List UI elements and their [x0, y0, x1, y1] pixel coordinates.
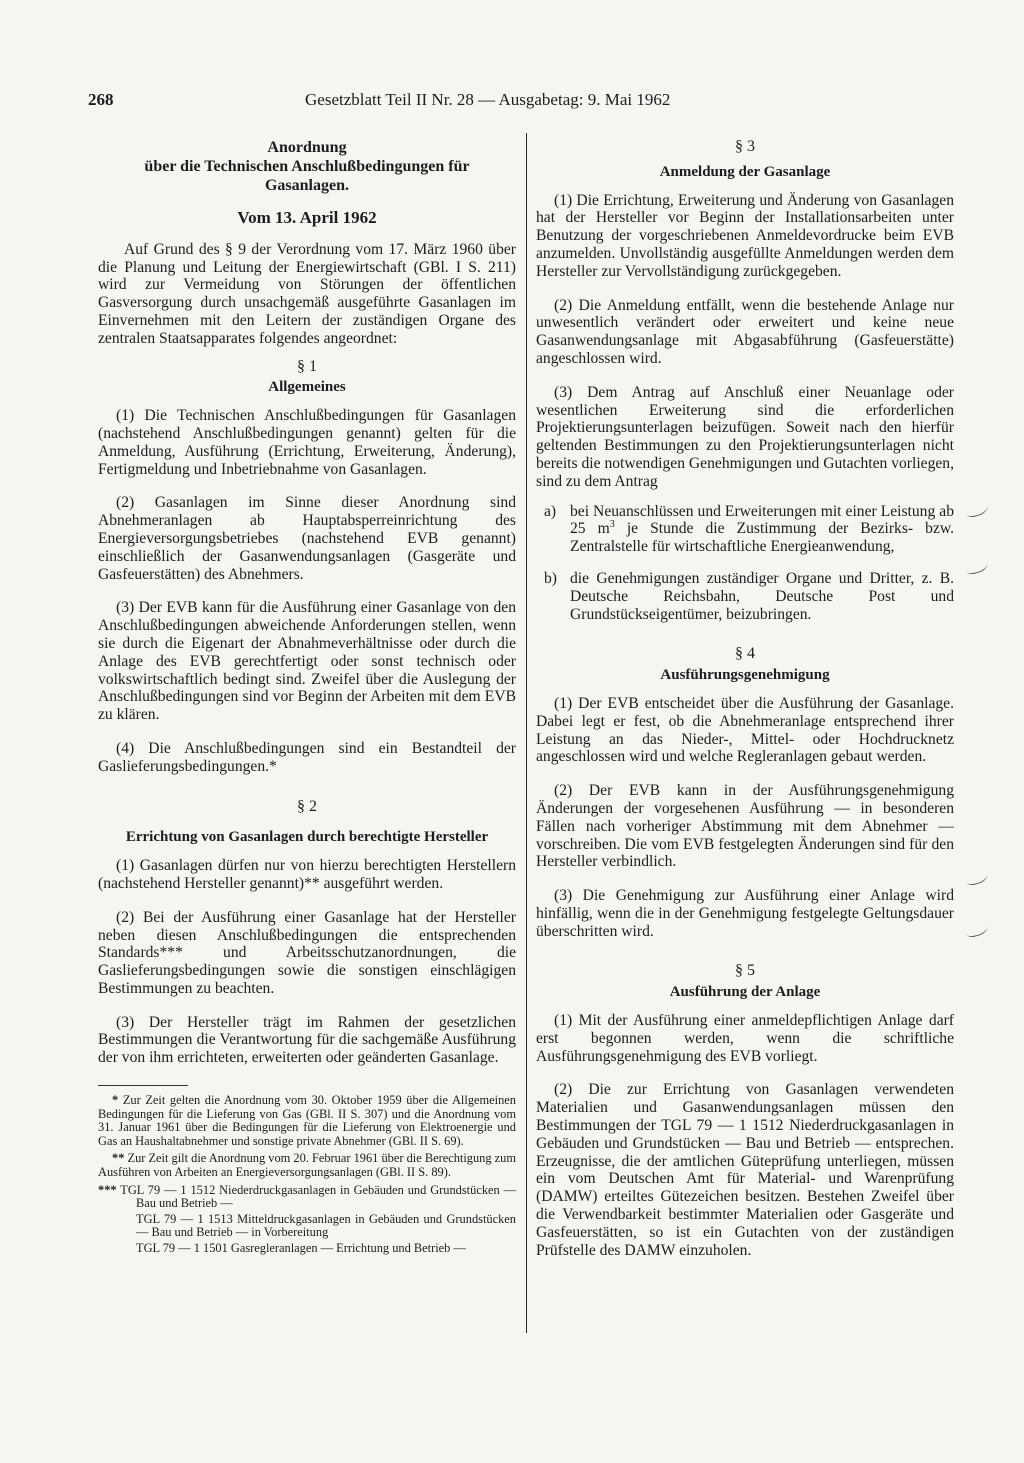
section-2-para-2: (2) Bei der Ausführung einer Gasanlage hat der Hersteller neben diesen Anschlußbedingungen die entsprechenden Standards*** und Arbeitsschutzanordnungen, die Gaslieferungsbedingungen sowie die sonstigen einschlägigen Bestimmungen zu beachten. [98, 908, 516, 997]
section-3-para-2: (2) Die Anmeldung entfällt, wenn die bestehende Anlage nur unwesentlich verändert oder erweitert und keine neue Gasanwendungsanlage mit Abgasabführung (Gasfeuerstätte) angeschlossen wird. [536, 296, 954, 367]
margin-mark-3 [965, 870, 989, 886]
footnote-3-marker: *** [98, 1182, 117, 1197]
decree-title-line-2: über die Technischen Anschlußbedingungen für [144, 158, 470, 175]
page-header [88, 90, 768, 116]
section-3-item-b [544, 570, 954, 623]
section-2-number: § 2 [297, 797, 317, 815]
preamble: Auf Grund des § 9 der Verordnung vom 17. März 1960 über die Planung und Leitung der Energiewirtschaft (GBl. I S. 211) wird zur Vermeidung von Störungen der öffentlichen Gasversorgung durch unsachgemäß ausgeführte Gasanlagen im Einvernehmen mit den Leitern der zuständigen Organe des zentralen Staatsapparates folgendes angeordnet: [98, 240, 516, 347]
section-2-para-1: (1) Gasanlagen dürfen nur von hierzu berechtigten Herstellern (nachstehend Hersteller genannt)** ausgeführt werden. [98, 857, 516, 892]
section-5-para-1: (1) Mit der Ausführung einer anmeldepflichtigen Anlage darf erst begonnen werden, wenn die schriftliche Ausführungsgenehmigung des EVB vorliegt. [536, 1012, 954, 1065]
section-4-title: Ausführungsgenehmigung [660, 667, 830, 684]
section-1-para-3: (3) Der EVB kann für die Ausführung einer Gasanlage von den Anschlußbedingungen abweichende Anforderungen stellen, wenn sie durch die Eigenart der Abnahmeverhältnisse oder durch die Anlage des EVB gerechtfertigt oder sonst technisch oder volkswirtschaftlich bedingt sind. Zweifel über die Auslegung der Anschlußbedingungen sind vor Beginn der Arbeiten mit dem EVB zu klären. [98, 599, 516, 724]
footnote-2-text: Zur Zeit gilt die Anordnung vom 20. Februar 1961 über die Berechtigung zum Ausführen von Arbeiten an Energieversorgungsanlagen (GBl. II S. 89). [98, 1151, 517, 1180]
section-3-number: § 3 [735, 138, 755, 155]
column-divider [526, 133, 527, 1333]
page-number: 268 [88, 90, 114, 109]
section-4-para-3: (3) Die Genehmigung zur Ausführung einer Anlage wird hinfällig, wenn die in der Genehmigung festgelegte Geltungsdauer überschritten wird. [536, 887, 954, 940]
footnote-2-marker: ** [112, 1151, 125, 1166]
decree-title-line-3: Gasanlagen. [264, 177, 349, 194]
margin-mark-4 [965, 922, 989, 938]
section-4-para-1: (1) Der EVB entscheidet über die Ausführung der Gasanlage. Dabei legt er fest, ob die Abnehmeranlage entsprechend ihrer Leistung an das Nieder-, Mittel- oder Hochdrucknetz angeschlossen wird und welche Regleranlagen gebaut werden. [536, 694, 954, 766]
footnote-3-a [98, 1182, 516, 1211]
section-3-item-b-label: b) [544, 569, 557, 587]
footnote-3-a-text: TGL 79 — 1 1512 Niederdruckgasanlagen in Gebäuden und Grundstücken — Bau und Betrieb — [120, 1182, 516, 1211]
footnote-separator [98, 1085, 188, 1086]
right-column [536, 138, 954, 1275]
decree-title-line-1: Anordnung [267, 139, 347, 156]
footnote-3-b: TGL 79 — 1 1513 Mitteldruckgasanlagen in Gebäuden und Grundstücken — Bau und Betrieb — in Vorbereitung [136, 1211, 516, 1240]
section-2-para-3: (3) Der Hersteller trägt im Rahmen der gesetzlichen Bestimmungen die Verantwortung für die sachgemäße Ausführung der von ihm errichteten, erweiterten oder geänderten Gasanlage. [98, 1013, 516, 1067]
left-column [98, 138, 516, 1258]
section-3-title: Anmeldung der Gasanlage [659, 163, 831, 180]
section-3-item-b-text: die Genehmigungen zuständiger Organe und Dritter, z. B. Deutsche Reichsbahn, Deutsche Post und Grundstückseigentümer, beizubringen. [570, 569, 954, 623]
section-3-item-a-text: bei Neuanschlüssen und Erweiterungen mit einer Leistung ab 25 $m^3$ je Stunde die Zustimmung der Bezirks- bzw. Zentralstelle für wirtschaftliche Energieanwendung, [570, 502, 955, 556]
section-5-title: Ausführung der Anlage [669, 984, 821, 1001]
footnote-1 [98, 1094, 516, 1148]
margin-mark-1 [965, 502, 989, 518]
header-title: Gesetzblatt Teil II Nr. 28 — Ausgabetag: 9. Mai 1962 [305, 90, 671, 109]
section-4-number: § 4 [735, 645, 755, 663]
section-5-number: § 5 [735, 962, 755, 980]
footnote-1-marker: * [112, 1093, 119, 1108]
section-1-para-4: (4) Die Anschlußbedingungen sind ein Bestandteil der Gaslieferungsbedingungen.* [98, 739, 516, 775]
section-3-para-3: (3) Dem Antrag auf Anschluß einer Neuanlage oder wesentlichen Erweiterung sind die erforderlichen Projektierungsunterlagen beizufügen. Soweit nach den hierfür geltenden Bestimmungen zu den Projektierungsunterlagen nicht bereits die notwendigen Genehmigungen und Gutachten vorliegen, sind zu dem Antrag [536, 383, 954, 490]
decree-date: Vom 13. April 1962 [237, 208, 377, 227]
section-3-para-1: (1) Die Errichtung, Erweiterung und Änderung von Gasanlagen hat der Hersteller vor Beginn der Installationsarbeiten unter Benutzung der vorgeschriebenen Anmeldevordrucke beim EVB anzumelden. Unvollständig ausgefüllte Anmeldungen werden dem Hersteller zur Vervollständigung zurückgegeben. [536, 191, 954, 280]
section-3-item-a [544, 503, 954, 556]
section-2-title: Errichtung von Gasanlagen durch berechtigte Hersteller [125, 829, 489, 846]
section-5-para-2: (2) Die zur Errichtung von Gasanlagen verwendeten Materialien und Gasanwendungsanlagen müssen den Bestimmungen der TGL 79 — 1 1512 Niederdruckgasanlagen in Gebäuden und Grundstücken — Bau und Betrieb — entsprechen. Erzeugnisse, die der amtlichen Güteprüfung unterliegen, müssen ein vom Deutschen Amt für Material- und Warenprüfung (DAMW) erteiltes Gütezeichen besitzen. Bestehen Zweifel über die Verwendbarkeit bestimmter Materialien oder Gasgeräte und Gasfeuerstätten, so ist ein Gutachten von der zuständigen Prüfstelle des DAMW einzuholen. [536, 1081, 954, 1259]
footnote-1-text: Zur Zeit gelten die Anordnung vom 30. Oktober 1959 über die Allgemeinen Bedingungen für die Lieferung von Gas (GBl. II S. 307) und die Anordnung vom 31. Januar 1961 über die Bedingungen für die Lieferung von Elektroenergie und Gas an Haushaltabnehmer und sonstige private Abnehmer (GBl. II S. 69). [98, 1093, 516, 1148]
section-3-item-a-label: a) [544, 502, 557, 520]
section-1-para-1: (1) Die Technischen Anschlußbedingungen für Gasanlagen (nachstehend Anschlußbedingungen genannt) gelten für die Anmeldung, Ausführung (Errichtung, Erweiterung, Änderung), Fertigmeldung und Inbetriebnahme von Gasanlagen. [98, 407, 516, 478]
footnote-3-c: TGL 79 — 1 1501 Gasregleranlagen — Errichtung und Betrieb — [136, 1241, 466, 1256]
section-1-para-2: (2) Gasanlagen im Sinne dieser Anordnung sind Abnehmeranlagen ab Hauptabsperreinrichtung des Energieversorgungsbetriebes (nachstehend EVB genannt) einschließlich der Gasanwendungsanlagen (Gasgeräte und Gasfeuerstätten) des Abnehmers. [98, 494, 516, 583]
margin-mark-2 [965, 559, 989, 575]
section-1-number: § 1 [297, 357, 317, 375]
footnote-2 [98, 1152, 516, 1179]
section-1-title: Allgemeines [268, 379, 346, 396]
section-4-para-2: (2) Der EVB kann in der Ausführungsgenehmigung Änderungen der vorgesehenen Ausführung — in besonderen Fällen nach vorheriger Abstimmung mit dem Abnehmer — vorschreiben. Die vom EVB festgelegten Änderungen sind für den Hersteller verbindlich. [536, 782, 954, 871]
